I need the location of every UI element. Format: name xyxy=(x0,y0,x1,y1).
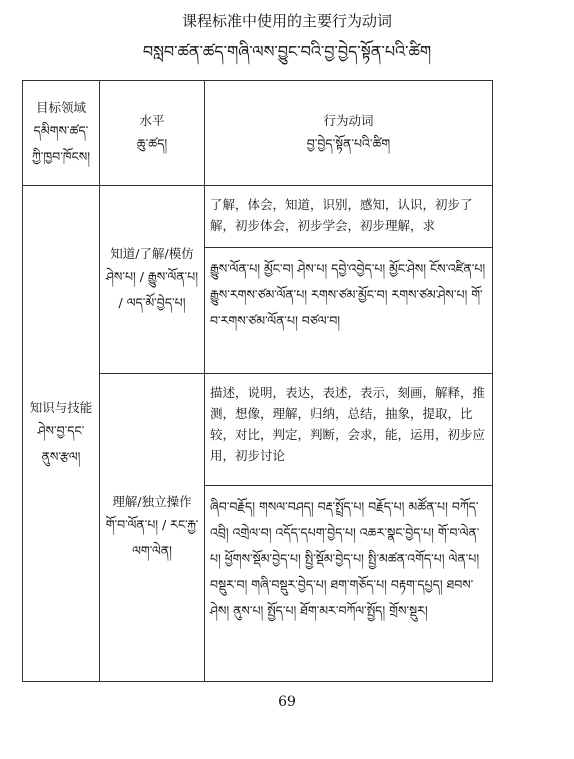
page-number: 69 xyxy=(278,694,296,710)
header-verbs-cell xyxy=(205,81,493,186)
level-understand-bo: གོ་བ་ལོན་པ། / རང་རྐྱ་ལག་ལེན། xyxy=(105,517,199,559)
domain-bo: ཤེས་བྱ་དང་ནུས་རྩལ། xyxy=(37,423,85,465)
header-domain-cell xyxy=(23,81,100,186)
verbs-know-zh: 了解，体会，知道，识别，感知，认识，初步了解，初步体会，初步学会，初步理解，求 xyxy=(205,186,493,248)
page-title-tibetan: བསླབ་ཚན་ཚད་གཞི་ལས་བྱུང་བའི་བྱ་བྱེད་སྟོན་པའི་ཚིག xyxy=(142,42,432,61)
header-domain-bo: དམིགས་ཚད་ཀྱི་ཁྱབ་ཁོངས། xyxy=(32,122,90,164)
header-verbs-zh: 行为动词 xyxy=(323,112,374,128)
table-header-row xyxy=(23,81,493,186)
header-domain-zh: 目标领域 xyxy=(35,99,86,115)
action-verbs-table xyxy=(22,80,493,682)
verbs-understand-bo: ཞིབ་བརྗོད། གསལ་བཤད། བརྡ་སྤྲོད་པ། བརྗོད་པ། མཚོན་པ། བཀོད་འབྲི། འགྲེལ་བ། འདོད་དཔག་བྱེད་པ། འཆར་སྣང་བྱེད་པ། གོ་བ་ལེན་པ། ཕྱོགས་སྡོམ་བྱེད་པ། སྤྱི་སྡོམ་བྱེད་པ། སྤྱི་མཚན་འགོད་པ། ལེན་པ། བསྡུར་བ། གཞི་བསྡུར་བྱེད་པ། ཐག་གཅོད་པ། བརྟག་དཔྱད། ཐབས་ཤེས། ནུས་པ། སྤྱོད་པ། ཐོག་མར་བཀོལ་སྤྱོད། གྲོས་སྡུར། xyxy=(205,485,493,681)
domain-cell xyxy=(23,186,100,682)
verbs-understand-zh: 描述，说明，表达，表述，表示，刻画，解释，推测，想像，理解，归纳，总结，抽象，提取，比较，对比，判定，判断，会求，能，运用，初步应用，初步讨论 xyxy=(205,374,493,486)
table-row xyxy=(23,186,493,248)
domain-zh: 知识与技能 xyxy=(29,400,93,416)
level-know-bo: ཤེས་པ། / རྒྱུས་ལོན་པ། / ལད་མོ་བྱེད་པ། xyxy=(106,269,198,311)
level-know-zh: 知道/了解/模仿 xyxy=(110,246,194,262)
page-title-chinese: 课程标准中使用的主要行为动词 xyxy=(181,12,392,30)
verbs-know-bo: རྒྱུས་ལོན་པ། མྱོང་བ། ཤེས་པ། དབྱེ་འབྱེད་པ། མྱོང་ཤེས། ངོས་འཛིན་པ། རྒྱུས་རགས་ཙམ་ལོན་པ། རགས་ཙམ་མྱོང་བ། རགས་ཙམ་ཤེས་པ། གོ་བ་རགས་ཙམ་ལོན་པ། བཙལ་བ། xyxy=(205,248,493,374)
header-verbs-bo: བྱ་བྱེད་སྟོན་པའི་ཚིག xyxy=(306,135,391,151)
level-cell-know xyxy=(100,186,205,374)
level-understand-zh: 理解/独立操作 xyxy=(112,494,192,510)
header-level-cell xyxy=(100,81,205,186)
header-level-zh: 水平 xyxy=(139,112,165,128)
header-level-bo: ཆུ་ཚད། xyxy=(136,135,168,151)
level-cell-understand xyxy=(100,374,205,682)
